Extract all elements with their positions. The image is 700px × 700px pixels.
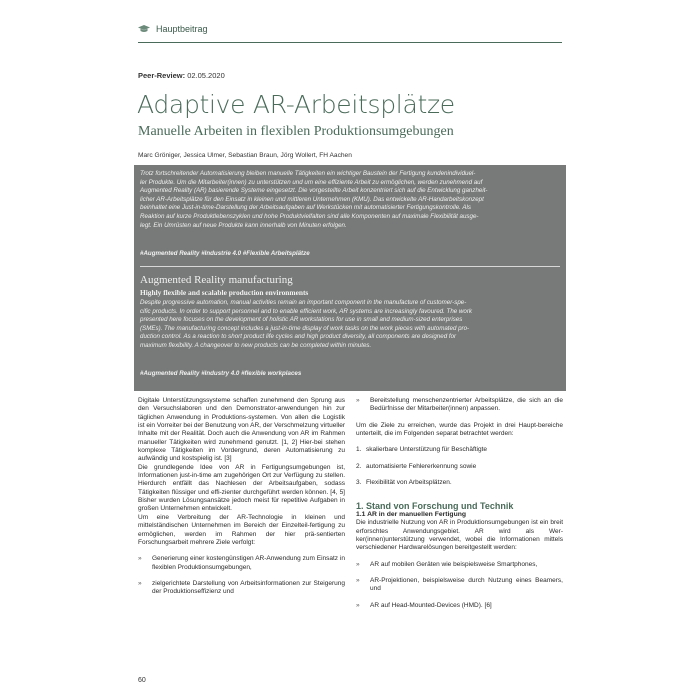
bullet-item: [138, 555, 345, 572]
number-marker: 2.: [356, 462, 362, 470]
bullet-marker: »: [138, 579, 142, 587]
bullet-marker: »: [356, 601, 360, 609]
bullet-marker: »: [356, 397, 360, 404]
abstract-line: presented here focuses on the development of holistic AR workstations for use in small and medium-sized enterprises: [140, 316, 463, 324]
numbered-text: Flexibilität von Arbeitsplätzen.: [366, 479, 452, 487]
keywords-german: #Augmented Reality #Industrie 4.0 #Flexible Arbeitsplätze: [140, 250, 310, 257]
bullet-text: Bereitstellung menschenzentrierter Arbeitsplätze, die sich an die Bedürfnisse der Mitarbeiter(innen) anpassen.: [370, 397, 563, 413]
numbered-text: skalierbare Unterstützung für Beschäftigte: [366, 446, 488, 454]
abstract-english: [140, 299, 560, 351]
abstract-line: licher AR-Arbeitsplätze für den Einsatz in kleinen und mittleren Unternehmen (KMU). Das entwickelte AR-Handarbeitskonzept: [140, 195, 484, 203]
graduation-cap-icon: [138, 25, 150, 33]
section-label-text: Hauptbeitrag: [156, 24, 208, 34]
section-label: [138, 24, 208, 34]
abstract-line: cific products. In order to support personnel and to enable efficient work, AR systems are increasingly favoured. The work: [140, 307, 472, 315]
bullet-item: [356, 577, 563, 594]
bullet-item: [356, 397, 563, 414]
bullet-item: [138, 580, 345, 597]
peer-review-label: Peer-Review:: [138, 71, 186, 80]
authors: Marc Gröniger, Jessica Ulmer, Sebastian Braun, Jörg Wollert, FH Aachen: [138, 152, 352, 159]
body-paragraph: Die grundlegende Idee von AR in Fertigungsumgebungen ist, Informationen just-in-time am zugehörigen Ort zur Verfügung zu stellen. Hierdurch entfällt das Nachlesen der Arbeitsaufgaben, sodass Tätigkeiten flüssiger und effi-zienter durchgeführt werden können. [4, 5] Bisher wurden Lösungsansätze jedoch meist für repetitive Aufgaben in großen Unternehmen entwickelt.: [138, 463, 345, 513]
number-marker: 1.: [356, 446, 362, 454]
numbered-text: automatisierte Fehlererkennung sowie: [366, 462, 477, 470]
bullet-text: AR auf mobilen Geräten wie beispielsweise Smartphones,: [370, 560, 538, 568]
bullet-marker: »: [356, 560, 360, 568]
numbered-item: [356, 479, 563, 487]
abstract-line: ler Produkte. Um die Mitarbeiter(innen) zu unterstützen und um eine effiziente Arbeit zu ermöglichen, werden zunehmend auf: [140, 178, 483, 186]
body-column-left: [138, 397, 345, 597]
section-heading: 1. Stand von Forschung und Technik: [356, 501, 514, 512]
bullet-item: [356, 561, 563, 569]
bullet-text: Generierung einer kostengünstigen AR-Anwendung zum Einsatz in flexiblen Produktionsumgebungen,: [152, 555, 345, 571]
abstract-line: beinhaltet eine Just-in-time-Darstellung der Arbeitsaufgaben auf Werkstücken mit automatisierter Fertigungskontrolle. Als: [140, 204, 471, 212]
body-paragraph: Um die Ziele zu erreichen, wurde das Projekt in drei Haupt-bereiche unterteilt, die im Folgenden separat betrachtet werden:: [356, 421, 563, 438]
body-column-right: [356, 397, 563, 610]
english-subtitle: Highly flexible and scalable production environments: [140, 288, 309, 297]
abstract-line: duction control. As a reaction to short product life cycles and high product diversity, all components are designed for: [140, 333, 457, 341]
page-number: 60: [138, 677, 146, 684]
body-paragraph: Digitale Unterstützungssysteme schaffen zunehmend den Sprung aus den Versuchslaboren und den Demonstrator-anwendungen hin zur täglichen Anwendung in Produktions-systemen. Von allen die Logistik ist ein Vorreiter bei der Benutzung von AR, der Verschmelzung virtueller Inhalte mit der Realität. Doch auch die Anwendung von AR im Rahmen manueller Tätigkeiten wird zunehmend genutzt. [1, 2] Hier-bei stehen komplexe Tätigkeiten im Vordergrund, deren Automatisierung zu aufwändig und kostspielig ist. [3]: [138, 397, 345, 463]
numbered-item: [356, 463, 563, 471]
body-paragraph: Die industrielle Nutzung von AR in Produktionsumgebungen ist ein breit erforschtes Anwendungsgebiet. AR wird als Wer-ker(innen)unterstützung verwendet, wobei die Informationen mittels verschiedener Hardwarelösungen bereitgestellt werden:: [356, 519, 563, 552]
english-title: Augmented Reality manufacturing: [140, 274, 293, 286]
bullet-text: AR auf Head-Mounted-Devices (HMD). [6]: [370, 601, 492, 609]
abstract-line: Trotz fortschreitender Automatisierung bleiben manuelle Tätigkeiten ein wichtiger Baustein der Fertigung kundenindividuel-: [140, 170, 476, 177]
abstract-box: [134, 165, 566, 391]
bullet-marker: »: [138, 555, 142, 563]
abstract-divider: [140, 266, 560, 267]
abstract-german: [140, 170, 560, 230]
article-subtitle: Manuelle Arbeiten in flexiblen Produktionsumgebungen: [138, 124, 454, 139]
header-divider: [138, 42, 562, 43]
bullet-item: [356, 602, 563, 610]
bullet-marker: »: [356, 577, 360, 585]
keywords-english: #Augmented Reality #Industry 4.0 #flexible workplaces: [140, 370, 302, 377]
abstract-line: Augmented Reality (AR) basierende Systeme eingesetzt. Die vorgestellte Arbeit konzentriert sich auf die Entwicklung ganzheit-: [140, 187, 488, 195]
peer-review-date: 02.05.2020: [187, 71, 225, 80]
body-paragraph: Um eine Verbreitung der AR-Technologie in kleinen und mittelständischen Unternehmen im Bereich der Einzelteil-fertigung zu ermöglichen, werden im Rahmen der hier prä-sentierten Forschungsarbeit mehrere Ziele verfolgt:: [138, 513, 345, 546]
subsection-heading: 1.1 AR in der manuellen Fertigung: [356, 511, 467, 519]
peer-review-line: [138, 71, 225, 80]
abstract-line: legt. Ein Umrüsten auf neue Produkte kann innerhalb von Minuten erfolgen.: [140, 221, 347, 229]
abstract-line: Reaktion auf kurze Produktlebenszyklen und hohe Produktvielfalten sind alle Komponenten auf maximale Flexibilität ausge-: [140, 212, 479, 220]
abstract-line: Despite progressive automation, manual activities remain an important component in the manufacture of customer-spe-: [140, 299, 467, 306]
article-title: Adaptive AR-Arbeitsplätze: [137, 90, 455, 119]
bullet-text: AR-Projektionen, beispielsweise durch Nutzung eines Beamers, und: [370, 577, 563, 593]
abstract-line: (SMEs). The manufacturing concept includes a just-in-time display of work tasks on the work pieces with automated pro-: [140, 324, 470, 332]
numbered-item: [356, 446, 563, 454]
number-marker: 3.: [356, 479, 362, 487]
bullet-text: zielgerichtete Darstellung von Arbeitsinformationen zur Steigerung der Produktionseffizienz und: [152, 579, 345, 596]
abstract-line: maximum flexibility. A changeover to new products can be completed within minutes.: [140, 341, 372, 349]
